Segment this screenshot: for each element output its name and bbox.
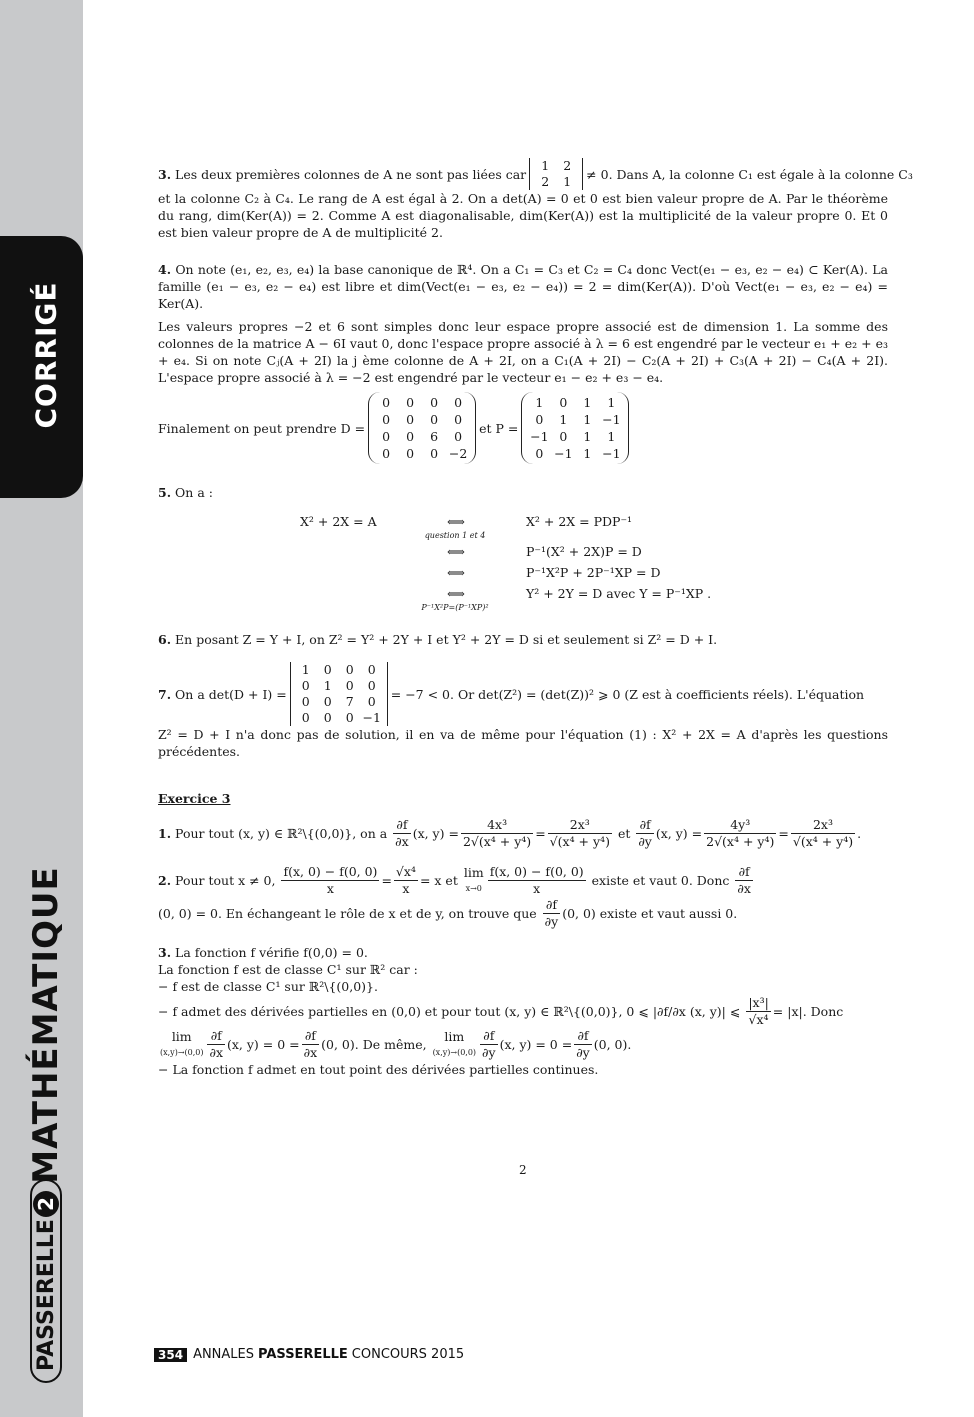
ex3-part1: 1. Pour tout (x, y) ∈ ℝ²\{(0,0)}, on a $\frac{\partial f}{\partial x}$ (x, y) = $\frac{\text{4x³}}{\text{2√(x⁴ + y⁴)}}$ = $\frac{\text{2x³}}{\text{√(x⁴ + y⁴)}}$ et $\frac{\partial f}{\partial y}$ (x, y) = $\frac{\text{4y³}}{\text{2√(x⁴ + y⁴)}}$ = $\frac{\text{2x³}}{\text{√(x⁴ + y⁴)}}$ . [158,817,862,849]
eq-line1-left: X² + 2X = A [300,514,377,529]
q3-line1 [158,158,913,190]
question-4 [158,261,888,464]
matrix-P: 1 0 1 1 0 1 1 −1 −1 0 1 1 0 −1 1 −1 [521,392,629,464]
eq-line2-right: P⁻¹(X² + 2X)P = D [526,544,642,559]
question-7: 7. On a det(D + I) = 1 0 0 0 0 1 0 0 0 0 7 0 0 0 0 −1 = −7 < 0. Or det(Z²) = (det(Z))² ⩾ 0 (Z est à coefficients réels). L'équation Z² = D + I n'a donc pas de solution, il en va de même pour l'équation (1) : X² + 2X = A d'après les questions précédentes. [158,662,888,759]
matrix-D: 0 0 0 0 0 0 0 0 0 0 6 0 0 0 0 −2 [368,392,476,464]
q7-determinant: 1 0 0 0 0 1 0 0 0 0 7 0 0 0 0 −1 [290,662,388,726]
footer-post: CONCOURS 2015 [351,1347,465,1362]
q3-text-a: Les deux premières colonnes de A ne sont pas liées car [175,166,527,182]
brand-logo [30,1179,62,1383]
subject-label: MATHÉMATIQUE [26,866,66,1184]
footer-brand: PASSERELLE [258,1347,348,1362]
q4-para1: 4. On note (e₁, e₂, e₃, e₄) la base canonique de ℝ⁴. On a C₁ = C₃ et C₂ = C₄ donc Vect(e₁ − e₃, e₂ − e₄) ⊂ Ker(A). La famille (e₁ − e₃, e₂ − e₄) est libre et dim(Vect(e₁ − e₃, e₂ − e₄)) = 2 = dim(Ker(A)). D'où Vect(e₁ − e₃, e₂ − e₄) = Ker(A). [158,262,888,311]
footer-page-number: 354 [154,1348,187,1362]
q3-text-c: et la colonne C₂ à C₄. Le rang de A est égal à 2. On a det(A) = 0 et 0 est bien valeur propre de A. Par le théorème du rang, dim(Ker(A)) = 2. Comme A est diagonalisable, dim(Ker(A)) est la multiplicité de la valeur propre 0. Et 0 est bien valeur propre de A de multiplicité 2. [158,191,888,240]
page-content [158,158,913,1078]
eq-line1-right: X² + 2X = PDP⁻¹ [526,514,633,529]
exercise-title: Exercice 3 [158,791,231,806]
question-3 [158,158,913,241]
q3-number: 3. [158,166,172,182]
page-number: 2 [519,1163,527,1177]
brand-text: PASSERELLE [33,1219,59,1371]
question-5: 5. On a : X² + 2X = A ⟺ question 1 et 4 X² + 2X = PDP⁻¹ ⟺ P⁻¹(X² + 2X)P = D ⟺ P⁻¹X²P + 2P⁻¹XP = D ⟺ P⁻¹X²P=(P⁻¹XP)² Y² + 2Y = D avec Y = P⁻¹XP . [158,484,888,609]
q3-text-b: ≠ 0. Dans A, la colonne C₁ est égale à la colonne C₃ [586,166,913,182]
sidebar [0,0,83,1417]
question-6: 6. En posant Z = Y + I, on Z² = Y² + 2Y + I et Y² + 2Y = D si et seulement si Z² = D + I. [158,632,718,647]
eq-line3-right: P⁻¹X²P + 2P⁻¹XP = D [526,565,661,580]
footer-pre: ANNALES [193,1347,255,1362]
q4-matrices: Finalement on peut prendre D = 0 0 0 0 0 0 0 0 0 0 6 0 0 0 0 −2 et P = 1 0 1 1 0 1 1 −1 −1 0 1 1 0 −1 1 −1 [158,392,888,464]
ex3-part3: 3. La fonction f vérifie f(0,0) = 0. La fonction f est de classe C¹ sur ℝ² car : − f est de classe C¹ sur ℝ²\{(0,0)}. − f admet des dérivées partielles en (0,0) et pour tout (x, y) ∈ ℝ²\{(0,0)}, 0 ⩽ |∂f/∂x (x, y)| ⩽ $\frac{\text{|x³|}}{\text{√x⁴}}$ = |x|. Donc lim (x,y)→(0,0) $\frac{\partial f}{\partial x}$ (x, y) = 0 = $\frac{\partial f}{\partial x}$ (0, 0). De même, lim (x,y)→(0,0) $\frac{\partial f}{\partial y}$ (x, y) = 0 = $\frac{\partial f}{\partial y}$ (0, 0). − La fonction f admet en tout point des dérivées partielles continues. [158,945,844,1077]
page-footer [154,1347,464,1362]
brand-number-badge: 2 [33,1191,59,1217]
q4-para2: Les valeurs propres −2 et 6 sont simples donc leur espace propre associé est de dimension 1. La somme des colonnes de la matrice A − 6I vaut 0, donc l'espace propre associé à λ = 6 est engendré par le vecteur e₁ + e₂ + e₃ + e₄. Si on note Cⱼ(A + 2I) la j ème colonne de A + 2I, on a C₁(A + 2I) − C₂(A + 2I) + C₃(A + 2I) − C₄(A + 2I). L'espace propre associé à λ = −2 est engendré par le vecteur e₁ − e₂ + e₃ − e₄. [158,319,888,385]
ex3-part2: 2. Pour tout x ≠ 0, $\frac{f(x, 0) - f(0, 0)}{x}$ = $\frac{\text{√x⁴}}{x}$ = x et lim x→0 $\frac{f(x, 0) - f(0, 0)}{x}$ existe et vaut 0. Donc $\frac{\partial f}{\partial x}$ (0, 0) = 0. En échangeant le rôle de x et de y, on trouve que $\frac{\partial f}{\partial y}$ (0, 0) existe et vaut aussi 0. [158,864,751,929]
section-label: CORRIGÉ [29,281,63,429]
eq-line4-right: Y² + 2Y = D avec Y = P⁻¹XP . [526,586,712,601]
q3-determinant: 1 2 2 1 [529,158,583,190]
equivalence-chain: X² + 2X = A ⟺ question 1 et 4 X² + 2X = PDP⁻¹ ⟺ P⁻¹(X² + 2X)P = D ⟺ P⁻¹X²P + 2P⁻¹XP = D ⟺ P⁻¹X²P=(P⁻¹XP)² Y² + 2Y = D avec Y = P⁻¹XP . [300,514,712,612]
